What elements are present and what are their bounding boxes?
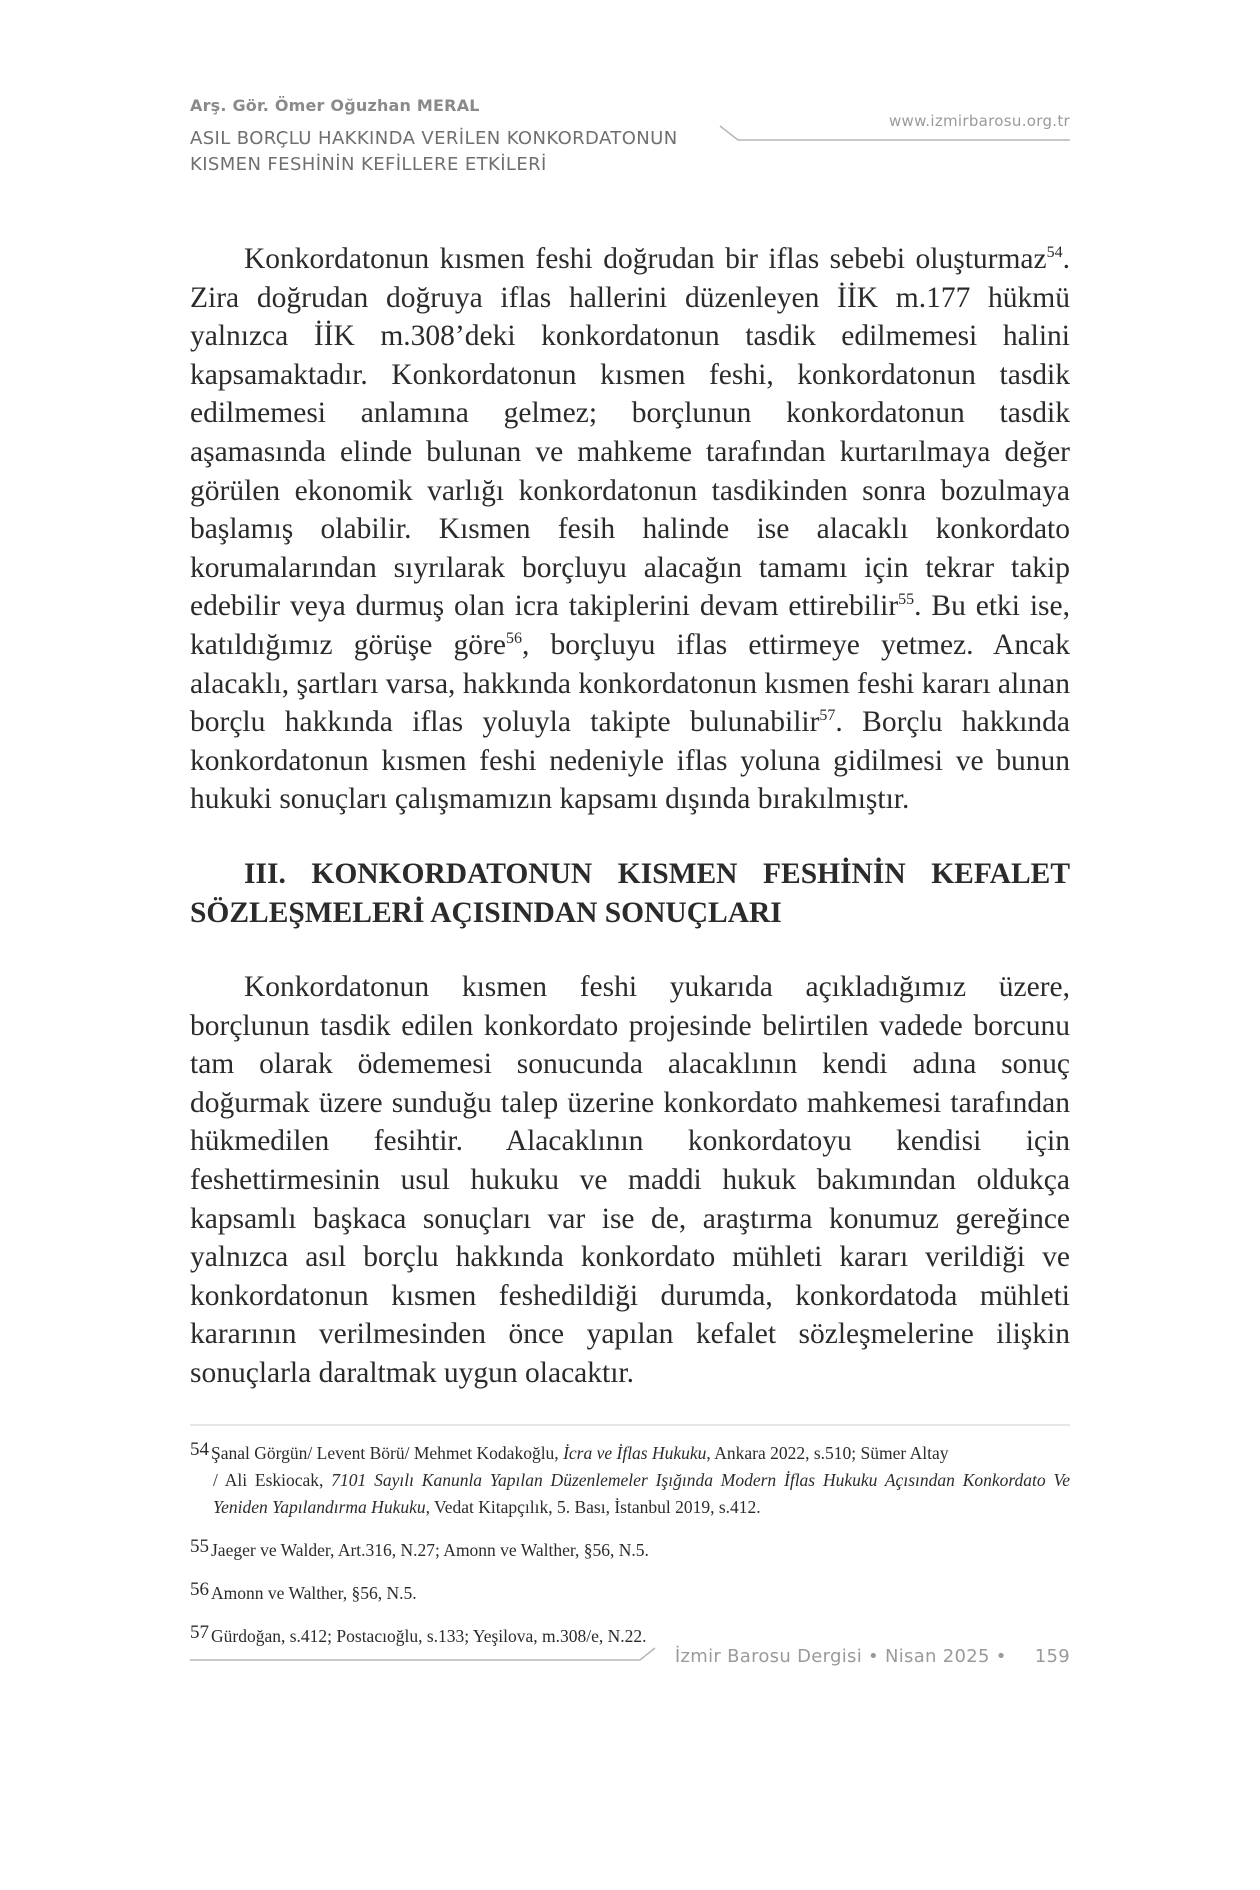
running-title (190, 126, 678, 178)
footnote-number: 55 (190, 1536, 209, 1557)
footnote-number: 56 (190, 1579, 209, 1600)
footnote-54: 54 Şanal Görgün/ Levent Börü/ Mehmet Kodakoğlu, İcra ve İflas Hukuku, Ankara 2022, s.510; Sümer Altay / Ali Eskiocak, 7101 Sayılı Kanunla Yapılan Düzenlemeler Işığında Modern İflas Hukuku Açısından Konkordato Ve Yeniden Yapılandırma Hukuku, Vedat Kitapçılık, 5. Bası, İstanbul 2019, s.412. (190, 1439, 1070, 1517)
page-number: 159 (1034, 1646, 1070, 1667)
website-url[interactable]: www.izmirbarosu.org.tr (888, 112, 1070, 130)
footnote-ref-55[interactable]: 55 (898, 591, 915, 609)
paragraph-1: Konkordatonun kısmen feshi doğrudan bir iflas sebebi oluşturmaz$^{54}$. Zira doğrudan doğruya iflas hallerini düzenleyen İİK m.177 hükmü yalnızca İİK m.308’deki konkordatonun tasdik edilmemesi halini kapsamaktadır. Konkordatonun kısmen feshi, konkordatonun tasdik edilmemesi anlamına gelmez; borçlunun konkordatonun tasdik aşamasında elinde bulunan ve mahkeme tarafından kurtarılmaya değer görülen ekonomik varlığı konkordatonun tasdikinden sonra bozulmaya başlamış olabilir. Kısmen fesih halinde ise alacaklı konkordato korumalarından sıyrılarak borçluyu alacağın tamamı için tekrar takip edebilir veya durmuş olan icra takiplerini devam ettirebilir$^{55}$. Bu etki ise, katıldığımız görüşe göre$^{56}$, borçluyu iflas ettirmeye yetmez. Ancak alacaklı, şartları varsa, hakkında konkordatonun kısmen feshi kararı alınan borçlu hakkında iflas yoluyla takipte bulunabilir$^{57}$. Borçlu hakkında konkordatonun kısmen feshi nedeniyle iflas yoluna gidilmesi ve bunun hukuki sonuçları çalışmamızın kapsamı dışında bırakılmıştır. (190, 243, 1071, 816)
author-name: Arş. Gör. Ömer Oğuzhan MERAL (190, 96, 480, 115)
footnotes (190, 1436, 1070, 1662)
footnote-56: 56 Amonn ve Walther, §56, N.5. (190, 1579, 417, 1603)
footnote-57: 57 Gürdoğan, s.412; Postacıoğlu, s.133; Yeşilova, m.308/e, N.22. (190, 1622, 647, 1646)
journal-name: İzmir Barosu Dergisi • Nisan 2025 • (674, 1646, 1007, 1667)
paragraph-2: Konkordatonun kısmen feshi yukarıda açıkladığımız üzere, borçlunun tasdik edilen konkordato projesinde belirtilen vadede borcunu tam olarak ödememesi sonucunda alacaklının kendi adına sonuç doğurmak üzere sunduğu talep üzerine konkordato mahkemesi tarafından hükmedilen fesihtir. Alacaklının konkordatoyu kendisi için feshettirmesinin usul hukuku ve maddi hukuk bakımından oldukça kapsamlı başkaca sonuçları var ise de, araştırma konumuz gereğince yalnızca asıl borçlu hakkında konkordato mühleti kararı verildiği ve konkordatonun kısmen feshedildiği durumda, konkordatoda mühleti kararının verilmesinden önce yapılan kefalet sözleşmelerine ilişkin sonuçlarla daraltmak uygun olacaktır. (190, 971, 1070, 1390)
footnote-number: 54 (190, 1439, 209, 1460)
running-title-line-1: ASIL BORÇLU HAKKINDA VERİLEN KONKORDATONUN (190, 128, 678, 149)
footnote-ref-56[interactable]: 56 (505, 630, 522, 648)
running-title-line-2: KISMEN FESHİNİN KEFİLLERE ETKİLERİ (190, 154, 547, 175)
section-heading: III. KONKORDATONUN KISMEN FESHİNİN KEFALET SÖZLEŞMELERİ AÇISINDAN SONUÇLARI (190, 857, 1070, 929)
footnote-55: 55 Jaeger ve Walder, Art.316, N.27; Amonn ve Walther, §56, N.5. (190, 1536, 649, 1560)
footnote-ref-57[interactable]: 57 (819, 707, 836, 725)
page-footer (675, 1646, 1070, 1667)
footnote-number: 57 (190, 1622, 209, 1643)
main-text (190, 240, 1070, 1393)
footnote-ref-54[interactable]: 54 (1046, 244, 1063, 262)
